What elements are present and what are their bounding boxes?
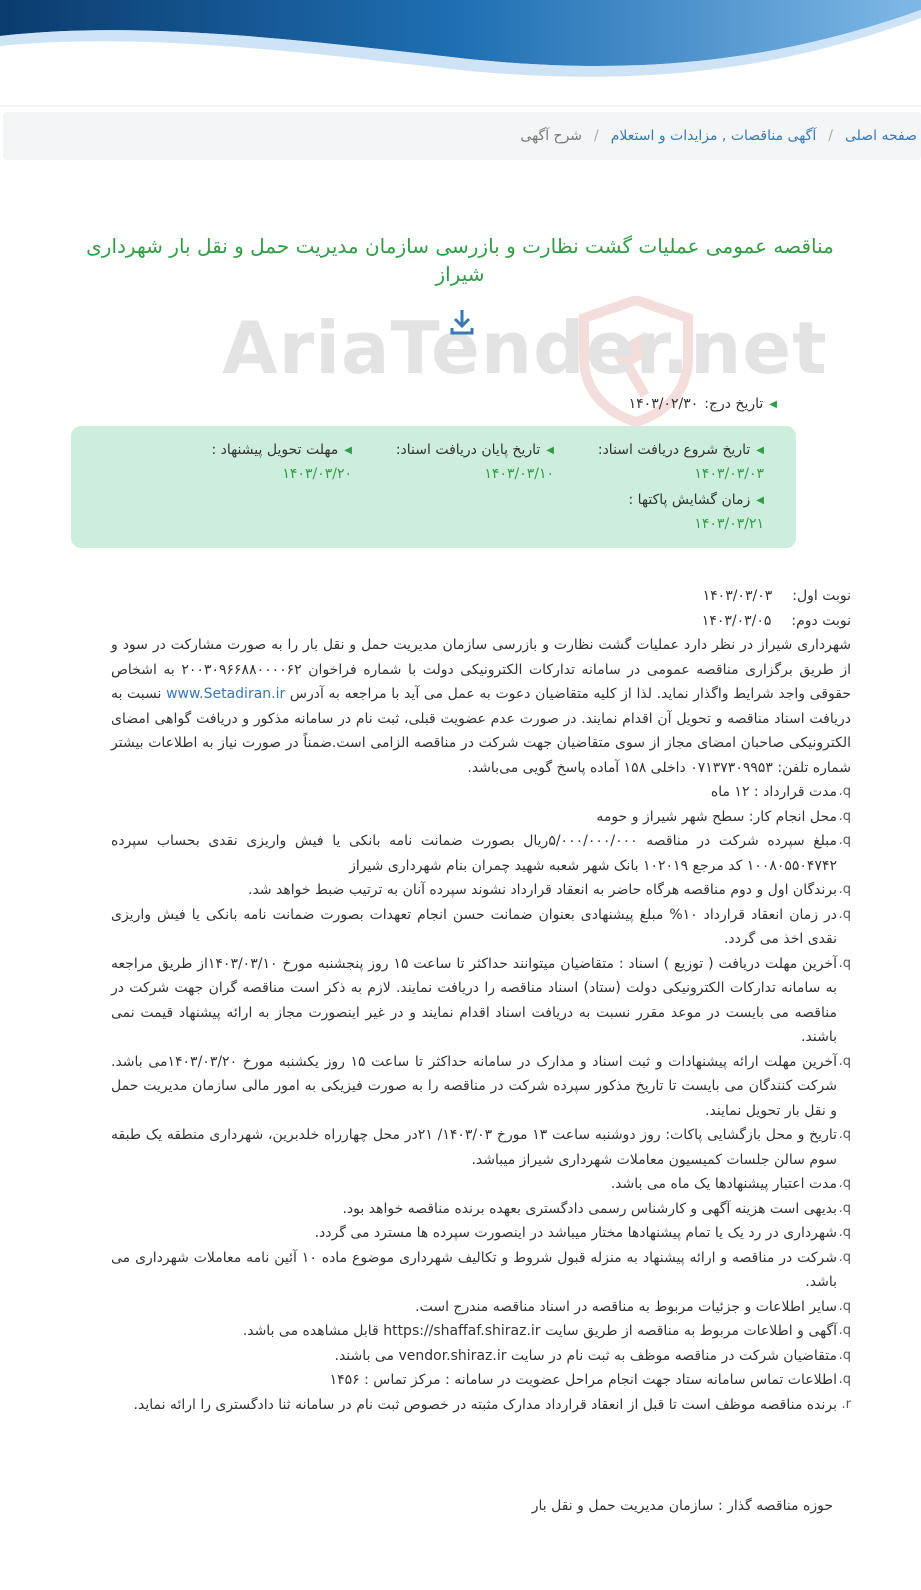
breadcrumb-separator: / xyxy=(828,128,833,144)
breadcrumb-current: شرح آگهی xyxy=(520,128,583,144)
triangle-left-icon: ◀ xyxy=(344,444,352,456)
term-item: r. برنده مناقصه موظف است تا قبل از انعقاد قرارداد مدارک مثبته در خصوص ثبت نام در سامانه ثنا دادگستری را ارائه نماید. xyxy=(111,1393,851,1418)
term-item: q. تاریخ و محل بازگشایی پاکات: روز دوشنبه ساعت ۱۳ مورخ ۱۴۰۳/۰۳/ ۲۱در محل چهارراه خلدبرین، شهرداری منطقه یک طبقه سوم سالن جلسات کمیسیون معاملات شهرداری شیراز میباشد. xyxy=(111,1123,851,1172)
breadcrumb-separator: / xyxy=(594,128,599,144)
page-title: مناقصه عمومی عملیات گشت نظارت و بازرسی سازمان مدیریت حمل و نقل بار شهرداری شیراز xyxy=(86,234,834,286)
term-item: q. محل انجام کار: سطح شهر شیراز و حومه xyxy=(111,805,851,830)
term-item: q. آخرین مهلت دریافت ( توزیع ) اسناد : متقاضیان میتوانند حداکثر تا ساعت ۱۵ روز پنجشنبه مورخ ۱۴۰۳/۰۳/۱۰از طریق مراجعه به سامانه تدارکات الکترونیکی دولت (ستاد) اسناد مناقصه را دریافت نمایند. لازم به ذکر است مناقصه گران جهت شرکت در مناقصه می بایست در موعد مقرر نسبت به دریافت اسناد اقدام نمایند و در غیر اینصورت مجاز به ارائه پیشنهاد قیمت نمی باشند. xyxy=(111,952,851,1050)
term-item: q. بدیهی است هزینه آگهی و کارشناس رسمی دادگستری بعهده برنده مناقصه خواهد بود. xyxy=(111,1197,851,1222)
intro-paragraph xyxy=(111,633,851,780)
second-turn-label: نوبت دوم: xyxy=(791,612,851,629)
opening-date xyxy=(628,492,764,532)
terms-list xyxy=(111,780,851,1417)
term-item: q. متقاضیان شرکت در مناقصه موظف به ثبت نام در سایت vendor.shiraz.ir می باشند. xyxy=(111,1344,851,1369)
breadcrumb-category-link[interactable]: آگهی مناقصات , مزایدات و استعلام xyxy=(610,128,817,144)
deadline-date xyxy=(211,442,352,482)
doc-start-label: تاریخ شروع دریافت اسناد: xyxy=(597,442,751,458)
header-banner xyxy=(0,0,921,110)
term-item: q. در زمان انعقاد قرارداد ۱۰% مبلغ پیشنهادی بعنوان ضمانت حسن انجام تعهدات بصورت ضمانت نامه بانکی یا فیش واریزی نقدی اخذ می گردد. xyxy=(111,903,851,952)
doc-end-date xyxy=(396,442,554,482)
wave-decoration xyxy=(0,0,921,110)
first-turn xyxy=(111,584,851,609)
second-turn xyxy=(111,609,851,634)
organizer: حوزه مناقصه گذار : سازمان مدیریت حمل و نقل بار xyxy=(531,1498,833,1514)
term-item: q. شهرداری در رد یک یا تمام پیشنهادها مختار میباشد در اینصورت سپرده ها مسترد می گردد. xyxy=(111,1221,851,1246)
term-item: q. مدت قرارداد : ۱۲ ماه xyxy=(111,780,851,805)
setadiran-link[interactable]: www.Setadiran.ir xyxy=(166,686,286,702)
deadline-label: مهلت تحویل پیشنهاد : xyxy=(211,442,339,458)
term-item: q. سایر اطلاعات و جزئیات مربوط به مناقصه در اسناد مناقصه مندرج است. xyxy=(111,1295,851,1320)
first-turn-label: نوبت اول: xyxy=(792,588,851,604)
term-item: q. مدت اعتبار پیشنهادها یک ماه می باشد. xyxy=(111,1172,851,1197)
publish-date-value: ۱۴۰۳/۰۲/۳۰ xyxy=(628,396,699,412)
opening-value: ۱۴۰۳/۰۳/۲۱ xyxy=(694,516,764,532)
doc-start-value: ۱۴۰۳/۰۳/۰۳ xyxy=(694,466,764,482)
breadcrumb xyxy=(3,112,921,160)
triangle-left-icon: ◀ xyxy=(546,444,554,456)
term-item: q. آخرین مهلت ارائه پیشنهادات و ثبت اسناد و مدارک در سامانه حداکثر تا ساعت ۱۵ روز یکشنبه مورخ ۱۴۰۳/۰۳/۲۰می باشد. شرکت کنندگان می بایست تا تاریخ مذکور سپرده شرکت در مناقصه را به صورت فیزیکی به امور مالی سازمان مدیریت حمل و نقل بار تحویل نمایند. xyxy=(111,1050,851,1124)
intro-text-2: نسبت به دریافت اسناد مناقصه و تحویل آن اقدام نمایند. در صورت عدم عضویت قبلی، ثبت نام در سامانه مذکور و دریافت گواهی امضای الکترونیکی صاحبان امضای مجاز از سوی متقاضیان جهت شرکت در مناقصه الزامی است.ضمناً در صورت نیاز به اطلاعات بیشتر شماره تلفن: ۰۷۱۳۷۳۰۹۹۵۳ داخلی ۱۵۸ آماده پاسخ گویی می‌باشد. xyxy=(111,686,851,776)
term-item: q. شرکت در مناقصه و ارائه پیشنهاد به منزله قبول شروط و تکالیف شهرداری موضوع ماده ۱۰ آئین نامه معاملات شهرداری می باشد. xyxy=(111,1246,851,1295)
first-turn-value: ۱۴۰۳/۰۳/۰۳ xyxy=(702,588,773,604)
triangle-left-icon: ◀ xyxy=(756,444,764,456)
doc-end-label: تاریخ پایان دریافت اسناد: xyxy=(395,442,541,458)
deadline-value: ۱۴۰۳/۰۳/۲۰ xyxy=(282,466,352,482)
tender-description xyxy=(111,584,851,1417)
intro-text-1: شهرداری شیراز در نظر دارد عملیات گشت نظارت و بازرسی سازمان مدیریت حمل و نقل بار را به صورت مشارکت در سود و از طریق برگزاری مناقصه عمومی در سامانه تدارکات الکترونیکی دولت با شماره فراخوان ۲۰۰۳۰۹۶۶۸۸۰۰۰۰۶۲ به اشخاص حقوقی واجد شرایط واگذار نماید. لذا از کلیه متقاضیان دعوت به عمل می آید با مراجعه به آدرس xyxy=(111,637,852,702)
term-item: q. برندگان اول و دوم مناقصه هرگاه حاضر به انعقاد قرارداد نشوند سپرده آنان به ترتیب ضبط خواهد شد. xyxy=(111,878,851,903)
doc-end-value: ۱۴۰۳/۰۳/۱۰ xyxy=(484,466,554,482)
publish-date-label: تاریخ درج: xyxy=(704,396,764,412)
breadcrumb-home-link[interactable]: صفحه اصلی xyxy=(844,128,917,144)
dates-box xyxy=(71,426,796,548)
triangle-left-icon: ◀ xyxy=(756,494,764,506)
publish-date xyxy=(629,396,777,412)
term-item: q. اطلاعات تماس سامانه ستاد جهت انجام مراحل عضویت در سامانه : مرکز تماس : ۱۴۵۶ xyxy=(111,1368,851,1393)
term-item: q. آگهی و اطلاعات مربوط به مناقصه از طریق سایت https://shaffaf.shiraz.ir قابل مشاهده می باشد. xyxy=(111,1319,851,1344)
triangle-left-icon: ◀ xyxy=(769,398,777,410)
term-item: q. مبلغ سپرده شرکت در مناقصه ۵/۰۰۰/۰۰۰/۰۰۰ریال بصورت ضمانت نامه بانکی یا فیش واریزی نقدی بحساب سپرده ۱۰۰۸۰۵۵۰۴۷۴۲ کد مرجع ۱۰۲۰۱۹ بانک شهر شعبه شهید چمران بنام شهرداری شیراز xyxy=(111,829,851,878)
second-turn-value: ۱۴۰۳/۰۳/۰۵ xyxy=(701,612,772,629)
download-icon[interactable] xyxy=(449,308,475,336)
watermark-text: AriaTender.net xyxy=(222,306,828,390)
doc-start-date xyxy=(598,442,764,482)
opening-label: زمان گشایش پاکتها : xyxy=(628,492,751,508)
